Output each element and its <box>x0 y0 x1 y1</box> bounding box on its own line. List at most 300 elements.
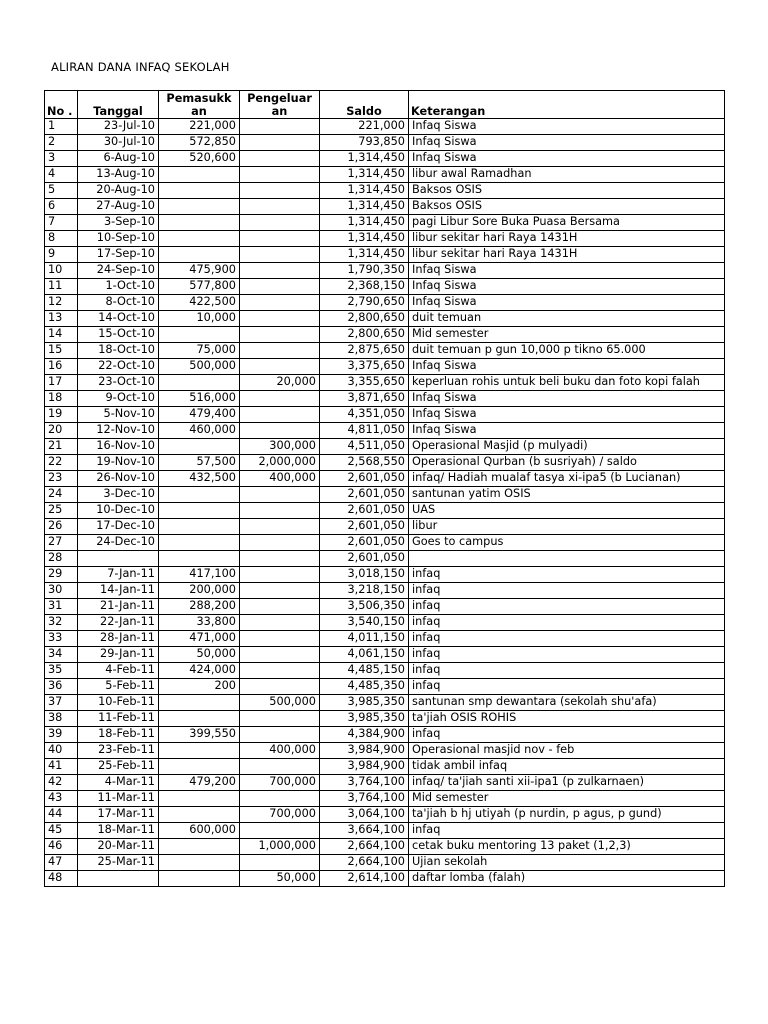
cell-keterangan: ta'jiah b hj utiyah (p nurdin, p agus, p gund) <box>409 807 725 823</box>
ledger-table <box>44 90 725 887</box>
table-row <box>45 279 725 295</box>
cell-pemasukkan <box>159 375 240 391</box>
cell-pengeluaran <box>240 359 320 375</box>
cell-tanggal: 23-Feb-11 <box>78 743 159 759</box>
cell-pemasukkan: 10,000 <box>159 311 240 327</box>
cell-tanggal: 30-Jul-10 <box>78 135 159 151</box>
cell-pengeluaran <box>240 583 320 599</box>
cell-no: 1 <box>45 119 78 135</box>
cell-saldo: 3,984,900 <box>320 743 409 759</box>
cell-saldo: 1,314,450 <box>320 199 409 215</box>
cell-pemasukkan <box>159 551 240 567</box>
cell-no: 7 <box>45 215 78 231</box>
cell-pemasukkan <box>159 199 240 215</box>
cell-no: 35 <box>45 663 78 679</box>
cell-saldo: 4,511,050 <box>320 439 409 455</box>
cell-saldo: 2,568,550 <box>320 455 409 471</box>
cell-keterangan: Infaq Siswa <box>409 423 725 439</box>
cell-keterangan: Baksos OSIS <box>409 199 725 215</box>
cell-tanggal: 4-Feb-11 <box>78 663 159 679</box>
table-row <box>45 343 725 359</box>
cell-tanggal: 18-Mar-11 <box>78 823 159 839</box>
cell-pemasukkan <box>159 871 240 887</box>
cell-saldo: 4,811,050 <box>320 423 409 439</box>
table-row <box>45 791 725 807</box>
cell-tanggal: 14-Jan-11 <box>78 583 159 599</box>
cell-saldo: 2,614,100 <box>320 871 409 887</box>
cell-pengeluaran: 2,000,000 <box>240 455 320 471</box>
cell-pengeluaran: 300,000 <box>240 439 320 455</box>
table-row <box>45 119 725 135</box>
cell-pemasukkan: 33,800 <box>159 615 240 631</box>
cell-saldo: 1,314,450 <box>320 215 409 231</box>
cell-saldo: 3,984,900 <box>320 759 409 775</box>
cell-tanggal: 11-Feb-11 <box>78 711 159 727</box>
cell-saldo: 3,355,650 <box>320 375 409 391</box>
cell-pemasukkan: 200,000 <box>159 583 240 599</box>
cell-saldo: 2,601,050 <box>320 503 409 519</box>
cell-pengeluaran: 20,000 <box>240 375 320 391</box>
cell-no: 9 <box>45 247 78 263</box>
table-row <box>45 199 725 215</box>
cell-pemasukkan <box>159 519 240 535</box>
cell-no: 37 <box>45 695 78 711</box>
cell-saldo: 2,800,650 <box>320 327 409 343</box>
cell-no: 23 <box>45 471 78 487</box>
table-row <box>45 871 725 887</box>
cell-no: 13 <box>45 311 78 327</box>
cell-pemasukkan <box>159 855 240 871</box>
cell-no: 16 <box>45 359 78 375</box>
header-pengeluaran: Pengeluar an <box>240 91 320 119</box>
table-row <box>45 407 725 423</box>
cell-saldo: 3,664,100 <box>320 823 409 839</box>
cell-tanggal: 26-Nov-10 <box>78 471 159 487</box>
cell-no: 17 <box>45 375 78 391</box>
cell-pengeluaran <box>240 231 320 247</box>
cell-saldo: 3,985,350 <box>320 695 409 711</box>
cell-keterangan: cetak buku mentoring 13 paket (1,2,3) <box>409 839 725 855</box>
cell-no: 19 <box>45 407 78 423</box>
cell-pengeluaran <box>240 711 320 727</box>
cell-keterangan: infaq <box>409 679 725 695</box>
cell-keterangan: libur sekitar hari Raya 1431H <box>409 247 725 263</box>
cell-pemasukkan <box>159 535 240 551</box>
cell-keterangan: Infaq Siswa <box>409 135 725 151</box>
header-tanggal: Tanggal <box>78 91 159 119</box>
cell-pemasukkan <box>159 167 240 183</box>
cell-pemasukkan: 221,000 <box>159 119 240 135</box>
cell-pemasukkan: 432,500 <box>159 471 240 487</box>
cell-pengeluaran <box>240 823 320 839</box>
cell-keterangan: Mid semester <box>409 791 725 807</box>
cell-keterangan: santunan smp dewantara (sekolah shu'afa) <box>409 695 725 711</box>
table-row <box>45 215 725 231</box>
cell-pengeluaran <box>240 407 320 423</box>
header-keterangan: Keterangan <box>409 91 725 119</box>
cell-pengeluaran <box>240 423 320 439</box>
cell-no: 43 <box>45 791 78 807</box>
cell-saldo: 4,485,150 <box>320 663 409 679</box>
cell-pengeluaran <box>240 519 320 535</box>
cell-tanggal: 19-Nov-10 <box>78 455 159 471</box>
cell-pengeluaran <box>240 727 320 743</box>
cell-keterangan: infaq/ ta'jiah santi xii-ipa1 (p zulkarnaen) <box>409 775 725 791</box>
cell-pengeluaran <box>240 119 320 135</box>
cell-tanggal: 23-Oct-10 <box>78 375 159 391</box>
cell-pengeluaran: 700,000 <box>240 775 320 791</box>
cell-pengeluaran <box>240 551 320 567</box>
cell-keterangan: libur awal Ramadhan <box>409 167 725 183</box>
cell-pemasukkan <box>159 791 240 807</box>
cell-saldo: 3,018,150 <box>320 567 409 583</box>
cell-pemasukkan <box>159 183 240 199</box>
cell-tanggal: 16-Nov-10 <box>78 439 159 455</box>
cell-tanggal: 28-Jan-11 <box>78 631 159 647</box>
cell-saldo: 3,985,350 <box>320 711 409 727</box>
cell-pemasukkan <box>159 215 240 231</box>
cell-no: 2 <box>45 135 78 151</box>
cell-saldo: 1,314,450 <box>320 183 409 199</box>
table-row <box>45 679 725 695</box>
cell-keterangan: libur <box>409 519 725 535</box>
cell-pengeluaran <box>240 615 320 631</box>
cell-pemasukkan <box>159 759 240 775</box>
cell-no: 25 <box>45 503 78 519</box>
table-row <box>45 247 725 263</box>
cell-no: 36 <box>45 679 78 695</box>
table-row <box>45 183 725 199</box>
cell-keterangan: Operasional Qurban (b susriyah) / saldo <box>409 455 725 471</box>
cell-pengeluaran <box>240 327 320 343</box>
cell-keterangan: Infaq Siswa <box>409 279 725 295</box>
header-saldo: Saldo <box>320 91 409 119</box>
cell-saldo: 1,314,450 <box>320 247 409 263</box>
cell-keterangan: daftar lomba (falah) <box>409 871 725 887</box>
cell-no: 4 <box>45 167 78 183</box>
cell-no: 15 <box>45 343 78 359</box>
cell-keterangan: ta'jiah OSIS ROHIS <box>409 711 725 727</box>
table-row <box>45 375 725 391</box>
cell-no: 8 <box>45 231 78 247</box>
table-row <box>45 695 725 711</box>
cell-pemasukkan: 479,200 <box>159 775 240 791</box>
table-row <box>45 151 725 167</box>
ledger-body <box>45 119 725 887</box>
cell-saldo: 3,064,100 <box>320 807 409 823</box>
cell-pemasukkan: 475,900 <box>159 263 240 279</box>
cell-keterangan: Ujian sekolah <box>409 855 725 871</box>
cell-keterangan: infaq <box>409 823 725 839</box>
cell-pemasukkan <box>159 711 240 727</box>
cell-no: 24 <box>45 487 78 503</box>
cell-saldo: 2,800,650 <box>320 311 409 327</box>
cell-tanggal: 18-Feb-11 <box>78 727 159 743</box>
cell-tanggal: 27-Aug-10 <box>78 199 159 215</box>
table-row <box>45 711 725 727</box>
table-row <box>45 423 725 439</box>
cell-pengeluaran <box>240 263 320 279</box>
cell-tanggal: 4-Mar-11 <box>78 775 159 791</box>
cell-pemasukkan: 471,000 <box>159 631 240 647</box>
cell-pemasukkan <box>159 695 240 711</box>
cell-no: 33 <box>45 631 78 647</box>
cell-tanggal: 22-Jan-11 <box>78 615 159 631</box>
cell-tanggal: 17-Dec-10 <box>78 519 159 535</box>
cell-keterangan: Operasional Masjid (p mulyadi) <box>409 439 725 455</box>
cell-pengeluaran: 50,000 <box>240 871 320 887</box>
cell-pemasukkan <box>159 487 240 503</box>
cell-no: 45 <box>45 823 78 839</box>
cell-keterangan: infaq <box>409 583 725 599</box>
cell-pengeluaran <box>240 631 320 647</box>
cell-saldo: 2,601,050 <box>320 487 409 503</box>
table-row <box>45 519 725 535</box>
cell-no: 30 <box>45 583 78 599</box>
cell-saldo: 2,368,150 <box>320 279 409 295</box>
cell-tanggal: 24-Sep-10 <box>78 263 159 279</box>
cell-tanggal <box>78 871 159 887</box>
cell-pemasukkan: 50,000 <box>159 647 240 663</box>
cell-pemasukkan: 417,100 <box>159 567 240 583</box>
cell-keterangan: Goes to campus <box>409 535 725 551</box>
cell-no: 6 <box>45 199 78 215</box>
cell-saldo: 3,764,100 <box>320 791 409 807</box>
cell-tanggal: 20-Mar-11 <box>78 839 159 855</box>
cell-pemasukkan <box>159 503 240 519</box>
cell-pengeluaran <box>240 151 320 167</box>
cell-keterangan: Infaq Siswa <box>409 151 725 167</box>
cell-tanggal: 25-Feb-11 <box>78 759 159 775</box>
cell-tanggal: 17-Mar-11 <box>78 807 159 823</box>
header-pemasukkan: Pemasukk an <box>159 91 240 119</box>
table-row <box>45 311 725 327</box>
table-row <box>45 471 725 487</box>
cell-keterangan: Infaq Siswa <box>409 263 725 279</box>
cell-pengeluaran <box>240 679 320 695</box>
cell-pengeluaran: 500,000 <box>240 695 320 711</box>
cell-keterangan: infaq <box>409 727 725 743</box>
cell-keterangan: duit temuan <box>409 311 725 327</box>
cell-keterangan: libur sekitar hari Raya 1431H <box>409 231 725 247</box>
cell-keterangan: Infaq Siswa <box>409 295 725 311</box>
table-row <box>45 231 725 247</box>
cell-pemasukkan <box>159 807 240 823</box>
cell-pengeluaran <box>240 343 320 359</box>
cell-pemasukkan <box>159 439 240 455</box>
cell-no: 3 <box>45 151 78 167</box>
table-row <box>45 535 725 551</box>
table-row <box>45 391 725 407</box>
cell-saldo: 221,000 <box>320 119 409 135</box>
cell-keterangan: infaq <box>409 599 725 615</box>
cell-pengeluaran: 1,000,000 <box>240 839 320 855</box>
cell-pengeluaran: 700,000 <box>240 807 320 823</box>
table-row <box>45 583 725 599</box>
cell-pemasukkan: 577,800 <box>159 279 240 295</box>
cell-pengeluaran <box>240 215 320 231</box>
table-row <box>45 759 725 775</box>
cell-keterangan: keperluan rohis untuk beli buku dan foto kopi falah <box>409 375 725 391</box>
cell-pengeluaran <box>240 487 320 503</box>
cell-no: 31 <box>45 599 78 615</box>
header-row <box>45 91 725 119</box>
cell-keterangan: Infaq Siswa <box>409 391 725 407</box>
cell-tanggal: 10-Feb-11 <box>78 695 159 711</box>
cell-no: 38 <box>45 711 78 727</box>
document-title: ALIRAN DANA INFAQ SEKOLAH <box>51 60 230 74</box>
table-row <box>45 727 725 743</box>
table-row <box>45 823 725 839</box>
cell-pengeluaran <box>240 311 320 327</box>
cell-pemasukkan: 479,400 <box>159 407 240 423</box>
cell-saldo: 2,790,650 <box>320 295 409 311</box>
table-row <box>45 439 725 455</box>
table-row <box>45 167 725 183</box>
cell-saldo: 4,485,350 <box>320 679 409 695</box>
cell-no: 34 <box>45 647 78 663</box>
cell-tanggal: 22-Oct-10 <box>78 359 159 375</box>
cell-tanggal: 3-Dec-10 <box>78 487 159 503</box>
cell-no: 46 <box>45 839 78 855</box>
cell-no: 28 <box>45 551 78 567</box>
cell-no: 14 <box>45 327 78 343</box>
cell-pengeluaran <box>240 567 320 583</box>
cell-saldo: 4,061,150 <box>320 647 409 663</box>
cell-keterangan: Infaq Siswa <box>409 407 725 423</box>
cell-pengeluaran <box>240 167 320 183</box>
cell-no: 48 <box>45 871 78 887</box>
cell-saldo: 1,314,450 <box>320 231 409 247</box>
cell-no: 47 <box>45 855 78 871</box>
table-row <box>45 327 725 343</box>
cell-tanggal: 25-Mar-11 <box>78 855 159 871</box>
cell-saldo: 3,764,100 <box>320 775 409 791</box>
cell-tanggal: 13-Aug-10 <box>78 167 159 183</box>
cell-pemasukkan: 460,000 <box>159 423 240 439</box>
table-row <box>45 615 725 631</box>
cell-no: 5 <box>45 183 78 199</box>
cell-pemasukkan <box>159 327 240 343</box>
cell-tanggal: 11-Mar-11 <box>78 791 159 807</box>
cell-pemasukkan: 520,600 <box>159 151 240 167</box>
cell-saldo: 3,506,350 <box>320 599 409 615</box>
cell-keterangan: pagi Libur Sore Buka Puasa Bersama <box>409 215 725 231</box>
cell-tanggal: 7-Jan-11 <box>78 567 159 583</box>
cell-no: 22 <box>45 455 78 471</box>
cell-tanggal: 3-Sep-10 <box>78 215 159 231</box>
cell-no: 21 <box>45 439 78 455</box>
cell-no: 20 <box>45 423 78 439</box>
cell-saldo: 2,601,050 <box>320 471 409 487</box>
table-row <box>45 663 725 679</box>
cell-tanggal: 20-Aug-10 <box>78 183 159 199</box>
cell-pemasukkan: 200 <box>159 679 240 695</box>
cell-tanggal: 18-Oct-10 <box>78 343 159 359</box>
table-row <box>45 455 725 471</box>
cell-pemasukkan: 75,000 <box>159 343 240 359</box>
cell-keterangan: UAS <box>409 503 725 519</box>
cell-tanggal: 5-Feb-11 <box>78 679 159 695</box>
cell-pemasukkan <box>159 231 240 247</box>
cell-keterangan: Operasional masjid nov - feb <box>409 743 725 759</box>
cell-no: 26 <box>45 519 78 535</box>
cell-tanggal: 23-Jul-10 <box>78 119 159 135</box>
cell-no: 41 <box>45 759 78 775</box>
cell-tanggal: 29-Jan-11 <box>78 647 159 663</box>
table-row <box>45 855 725 871</box>
table-row <box>45 599 725 615</box>
cell-tanggal: 10-Dec-10 <box>78 503 159 519</box>
cell-pengeluaran: 400,000 <box>240 743 320 759</box>
cell-pemasukkan: 600,000 <box>159 823 240 839</box>
cell-no: 18 <box>45 391 78 407</box>
cell-no: 27 <box>45 535 78 551</box>
table-row <box>45 647 725 663</box>
cell-saldo: 3,218,150 <box>320 583 409 599</box>
cell-keterangan: Infaq Siswa <box>409 359 725 375</box>
table-row <box>45 359 725 375</box>
cell-pemasukkan <box>159 743 240 759</box>
cell-no: 12 <box>45 295 78 311</box>
cell-pengeluaran <box>240 791 320 807</box>
cell-pengeluaran <box>240 535 320 551</box>
cell-pengeluaran <box>240 855 320 871</box>
table-row <box>45 487 725 503</box>
cell-no: 11 <box>45 279 78 295</box>
cell-saldo: 1,314,450 <box>320 151 409 167</box>
cell-tanggal <box>78 551 159 567</box>
cell-keterangan: duit temuan p gun 10,000 p tikno 65.000 <box>409 343 725 359</box>
cell-pemasukkan: 399,550 <box>159 727 240 743</box>
cell-no: 29 <box>45 567 78 583</box>
cell-saldo: 3,871,650 <box>320 391 409 407</box>
cell-pengeluaran <box>240 279 320 295</box>
cell-no: 39 <box>45 727 78 743</box>
cell-saldo: 2,664,100 <box>320 839 409 855</box>
cell-pemasukkan: 422,500 <box>159 295 240 311</box>
cell-pemasukkan <box>159 247 240 263</box>
cell-pengeluaran: 400,000 <box>240 471 320 487</box>
cell-keterangan: infaq <box>409 631 725 647</box>
cell-pemasukkan: 500,000 <box>159 359 240 375</box>
cell-pengeluaran <box>240 391 320 407</box>
cell-tanggal: 21-Jan-11 <box>78 599 159 615</box>
cell-pengeluaran <box>240 503 320 519</box>
cell-keterangan: infaq <box>409 647 725 663</box>
cell-pemasukkan: 572,850 <box>159 135 240 151</box>
cell-saldo: 2,601,050 <box>320 551 409 567</box>
header-no: No . <box>45 91 78 119</box>
cell-pengeluaran <box>240 135 320 151</box>
cell-saldo: 2,875,650 <box>320 343 409 359</box>
cell-pengeluaran <box>240 663 320 679</box>
table-row <box>45 135 725 151</box>
cell-tanggal: 24-Dec-10 <box>78 535 159 551</box>
cell-tanggal: 14-Oct-10 <box>78 311 159 327</box>
cell-keterangan: infaq <box>409 663 725 679</box>
cell-pemasukkan: 57,500 <box>159 455 240 471</box>
cell-keterangan: Infaq Siswa <box>409 119 725 135</box>
cell-keterangan: tidak ambil infaq <box>409 759 725 775</box>
cell-saldo: 4,351,050 <box>320 407 409 423</box>
cell-keterangan: infaq <box>409 567 725 583</box>
cell-saldo: 793,850 <box>320 135 409 151</box>
cell-tanggal: 9-Oct-10 <box>78 391 159 407</box>
cell-pengeluaran <box>240 759 320 775</box>
cell-pengeluaran <box>240 199 320 215</box>
cell-pemasukkan: 516,000 <box>159 391 240 407</box>
